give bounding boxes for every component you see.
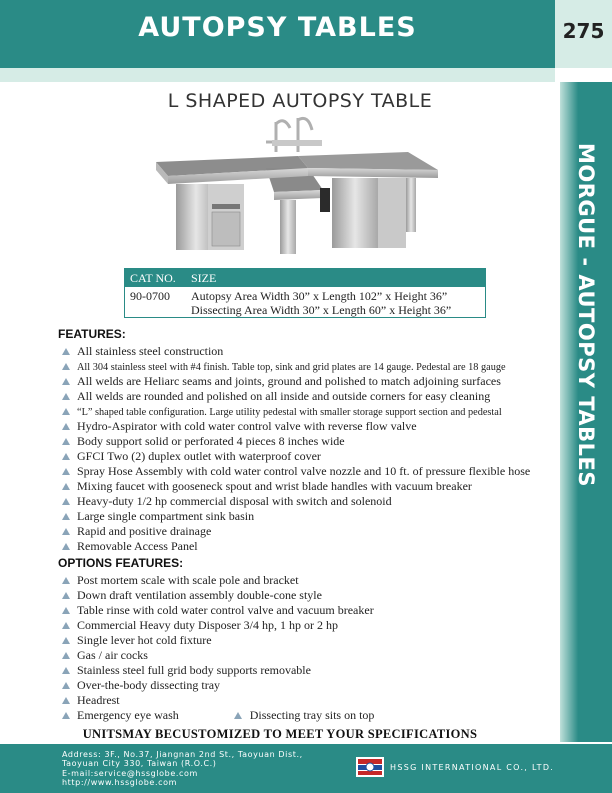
bullet-triangle-icon: [62, 697, 70, 704]
bullet-triangle-icon: [62, 438, 70, 445]
address-line-1: Address: 3F., No.37, Jiangnan 2nd St., Taoyuan Dist.,: [62, 750, 303, 759]
page-number: 275: [562, 19, 605, 43]
header-accent-band: [0, 68, 555, 82]
list-item: All stainless steel construction: [62, 344, 530, 359]
side-section-label: MORGUE - AUTOPSY TABLES: [574, 142, 598, 488]
website-link[interactable]: http://www.hssglobe.com: [62, 777, 177, 787]
list-item: Gas / air cocks: [62, 648, 374, 663]
autopsy-table-photo: [148, 112, 448, 262]
page-title: AUTOPSY TABLES: [138, 12, 417, 43]
product-title: L SHAPED AUTOPSY TABLE: [167, 90, 433, 112]
bullet-triangle-icon: [62, 637, 70, 644]
list-item: Over-the-body dissecting tray: [62, 678, 374, 693]
size-value-dissecting: Dissecting Area Width 30” x Length 60” x Height 36”: [191, 303, 452, 317]
bullet-triangle-icon: [62, 498, 70, 505]
list-item: Mixing faucet with gooseneck spout and wrist blade handles with vacuum breaker: [62, 479, 530, 494]
bullet-triangle-icon: [62, 528, 70, 535]
list-item: Emergency eye wash Dissecting tray sits on top: [62, 708, 374, 723]
list-item: GFCI Two (2) duplex outlet with waterproof cover: [62, 449, 530, 464]
bullet-triangle-icon: [62, 652, 70, 659]
bullet-triangle-icon: [234, 712, 242, 719]
list-item: Removable Access Panel: [62, 539, 530, 554]
bullet-triangle-icon: [62, 543, 70, 550]
list-item: Single lever hot cold fixture: [62, 633, 374, 648]
company-logo-icon: [356, 757, 384, 777]
spec-table: [124, 268, 486, 318]
size-header: SIZE: [191, 271, 217, 285]
bullet-triangle-icon: [62, 468, 70, 475]
list-item: Large single compartment sink basin: [62, 509, 530, 524]
list-item: Body support solid or perforated 4 pieces 8 inches wide: [62, 434, 530, 449]
bullet-triangle-icon: [62, 592, 70, 599]
features-list: [62, 344, 530, 554]
spec-table-header: [125, 269, 485, 287]
bullet-triangle-icon: [62, 453, 70, 460]
list-item: Spray Hose Assembly with cold water control valve nozzle and 10 ft. of pressure flexible hose: [62, 464, 530, 479]
list-item: Down draft ventilation assembly double-cone style: [62, 588, 374, 603]
options-list: [62, 573, 374, 723]
list-item: Stainless steel full grid body supports removable: [62, 663, 374, 678]
list-item: Heavy-duty 1/2 hp commercial disposal with switch and solenoid: [62, 494, 530, 509]
footer-contact: [62, 750, 303, 787]
bullet-triangle-icon: [62, 408, 70, 415]
bullet-triangle-icon: [62, 423, 70, 430]
bullet-triangle-icon: [62, 712, 70, 719]
list-item: Rapid and positive drainage: [62, 524, 530, 539]
email-link[interactable]: E-mail:service@hssglobe.com: [62, 768, 198, 778]
list-item: Commercial Heavy duty Disposer 3/4 hp, 1 hp or 2 hp: [62, 618, 374, 633]
features-heading: FEATURES:: [58, 327, 126, 341]
address-line-2: Taoyuan City 330, Taiwan (R.O.C.): [62, 759, 217, 769]
company-name: HSSG INTERNATIONAL CO., LTD.: [390, 763, 555, 772]
bullet-triangle-icon: [62, 378, 70, 385]
list-item: All 304 stainless steel with #4 finish. Table top, sink and grid plates are 14 gauge. Pedestal are 18 gauge: [62, 359, 530, 374]
bullet-triangle-icon: [62, 513, 70, 520]
list-item: Table rinse with cold water control valve and vacuum breaker: [62, 603, 374, 618]
list-item: Headrest: [62, 693, 374, 708]
options-heading: OPTIONS FEATURES:: [58, 556, 184, 570]
list-item: “L” shaped table configuration. Large utility pedestal with smaller storage support section and pedestal: [62, 404, 530, 419]
size-value-autopsy: Autopsy Area Width 30” x Length 102” x Height 36”: [191, 289, 448, 303]
customization-note: UNITSMAY BECUSTOMIZED TO MEET YOUR SPECIFICATIONS: [82, 727, 478, 741]
list-item: All welds are Heliarc seams and joints, ground and polished to match adjoining surfaces: [62, 374, 530, 389]
list-item: Hydro-Aspirator with cold water control valve with reverse flow valve: [62, 419, 530, 434]
extra-option: Dissecting tray sits on top: [249, 708, 375, 722]
list-item: Post mortem scale with scale pole and bracket: [62, 573, 374, 588]
bullet-triangle-icon: [62, 348, 70, 355]
bullet-triangle-icon: [62, 682, 70, 689]
bullet-triangle-icon: [62, 483, 70, 490]
bullet-triangle-icon: [62, 393, 70, 400]
cat-no-header: CAT NO.: [130, 271, 176, 285]
bullet-triangle-icon: [62, 622, 70, 629]
list-item: All welds are rounded and polished on all inside and outside corners for easy cleaning: [62, 389, 530, 404]
bullet-triangle-icon: [62, 667, 70, 674]
cat-no-value: 90-0700: [130, 289, 170, 303]
bullet-triangle-icon: [62, 363, 70, 370]
bullet-triangle-icon: [62, 577, 70, 584]
bullet-triangle-icon: [62, 607, 70, 614]
